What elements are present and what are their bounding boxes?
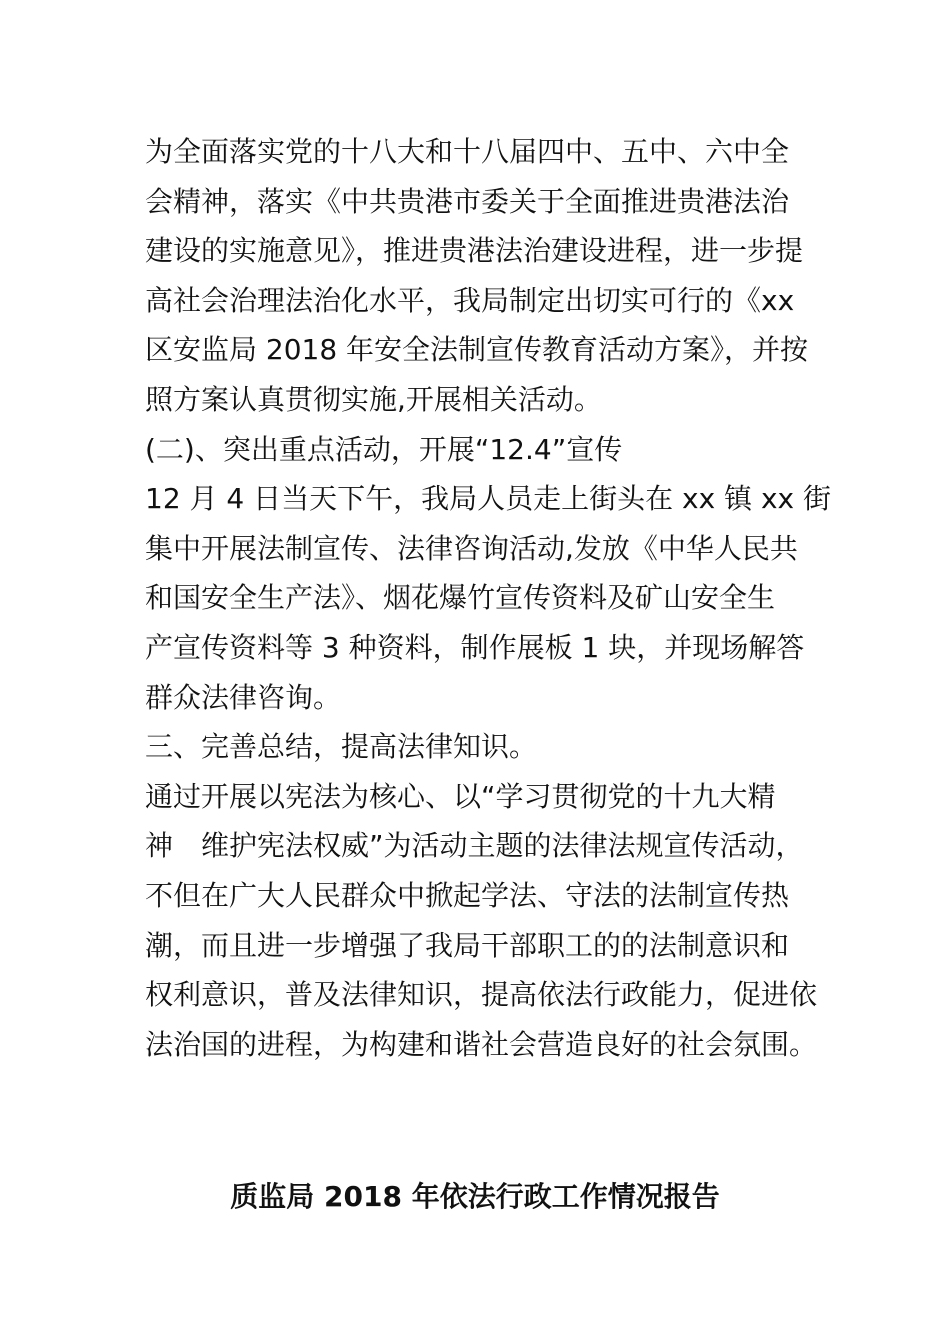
body-line: 群众法律咨询。	[145, 680, 342, 714]
document-title: 质监局 2018 年依法行政工作情况报告	[230, 1180, 720, 1213]
body-line: 为全面落实党的十八大和十八届四中、五中、六中全	[145, 135, 790, 168]
body-line: 法治国的进程，为构建和谐社会营造良好的社会氛围。	[145, 1027, 818, 1061]
body-line: 潮，而且进一步增强了我局干部职工的的法制意识和	[145, 928, 790, 962]
body-line: 照方案认真贯彻实施,开展相关活动。	[145, 382, 602, 416]
body-line: 区安监局 2018 年安全法制宣传教育活动方案》，并按	[145, 333, 809, 367]
body-line: 神 维护宪法权威”为活动主题的法律法规宣传活动，	[145, 829, 804, 863]
body-line: 12 月 4 日当天下午，我局人员走上街头在 xx 镇 xx 街	[145, 482, 832, 516]
body-line: 集中开展法制宣传、法律咨询活动,发放《中华人民共	[145, 531, 798, 565]
body-line: 和国安全生产法》、烟花爆竹宣传资料及矿山安全生	[145, 581, 776, 615]
body-line: 通过开展以宪法为核心、以“学习贯彻党的十九大精	[145, 779, 776, 813]
body-line: 不但在广大人民群众中掀起学法、守法的法制宣传热	[145, 878, 790, 912]
body-line: 权利意识，普及法律知识，提高依法行政能力，促进依	[145, 978, 818, 1012]
section-heading-line: (二)、突出重点活动，开展“12.4”宣传	[145, 432, 623, 466]
body-line: 建设的实施意见》，推进贵港法治建设进程，进一步提	[145, 234, 804, 268]
body-line: 产宣传资料等 3 种资料，制作展板 1 块，并现场解答	[145, 630, 805, 664]
document-body	[145, 127, 832, 1069]
section-heading-line: 三、完善总结，提高法律知识。	[145, 730, 538, 764]
body-line: 会精神，落实《中共贵港市委关于全面推进贵港法治	[145, 184, 790, 218]
body-line: 高社会治理法治化水平，我局制定出切实可行的《xx	[145, 283, 795, 317]
